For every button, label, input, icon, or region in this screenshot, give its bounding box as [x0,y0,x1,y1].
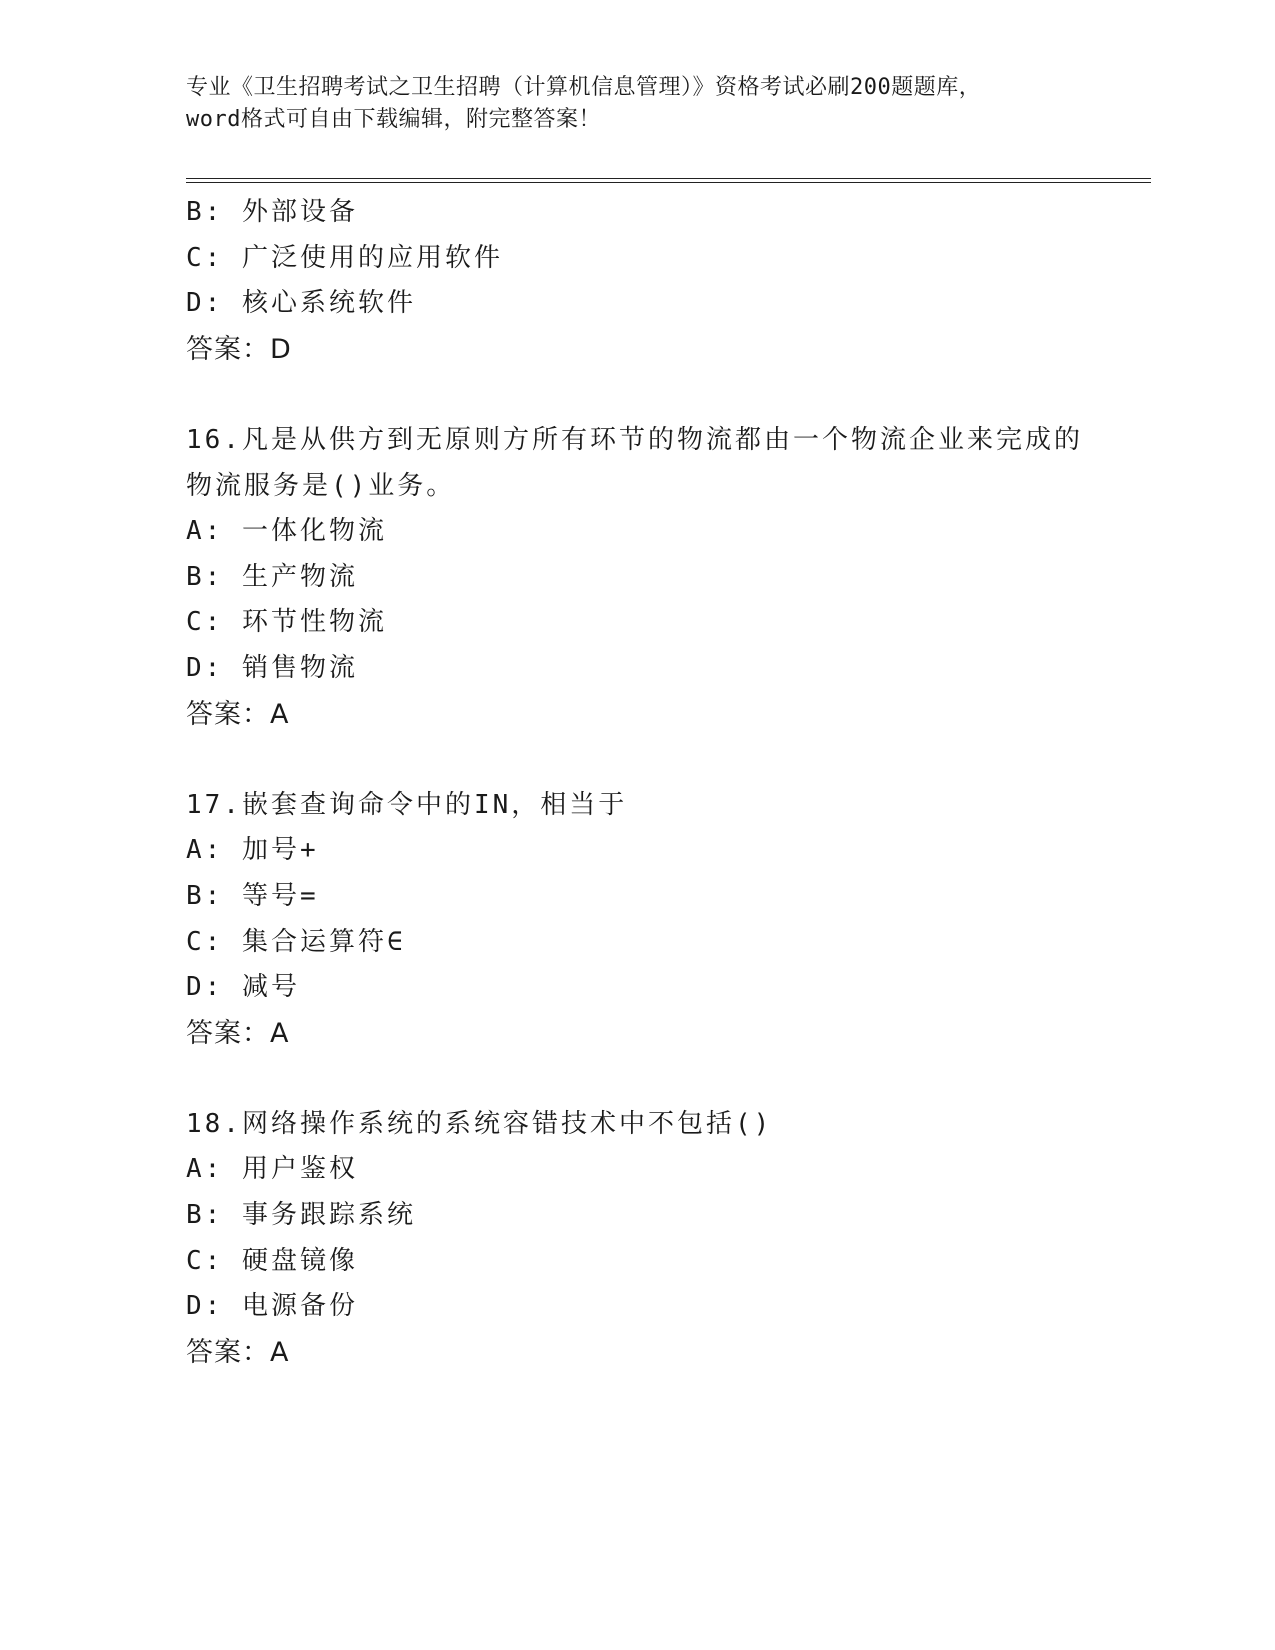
option-b: B: 生产物流 [186,561,358,592]
option-c: C: 环节性物流 [186,607,387,638]
answer-line: 答案：A [186,1336,290,1368]
option-b: B: 外部设备 [186,197,358,227]
option-b: B: 事务跟踪系统 [186,1200,416,1231]
question-fragment [186,190,1086,372]
option-b: B: 等号= [186,880,319,911]
question-stem: 18.网络操作系统的系统容错技术中不包括() [186,1108,773,1139]
question-18 [186,1102,1086,1376]
answer-line: 答案：A [186,698,290,730]
option-c: C: 广泛使用的应用软件 [186,242,503,273]
question-stem-continued: 物流服务是()业务。 [186,470,456,501]
option-a: A: 加号+ [186,835,319,866]
spacer [186,1056,1086,1102]
option-d: D: 销售物流 [186,652,358,683]
option-d: D: 电源备份 [186,1291,358,1322]
answer-line: 答案：A [186,1017,290,1049]
spacer [186,737,1086,783]
option-a: A: 用户鉴权 [186,1154,358,1185]
option-a: A: 一体化物流 [186,516,387,547]
header-line-2: word格式可自由下载编辑，附完整答案！ [186,107,601,132]
question-16 [186,418,1086,737]
document-header [186,72,1086,136]
answer-line: 答案：D [186,333,292,365]
header-divider-bottom [186,182,1151,183]
question-stem: 17.嵌套查询命令中的IN，相当于 [186,789,628,820]
document-body [186,190,1086,1375]
question-stem: 16.凡是从供方到无原则方所有环节的物流都由一个物流企业来完成的 [186,424,1083,455]
question-17 [186,783,1086,1057]
header-line-1: 专业《卫生招聘考试之卫生招聘（计算机信息管理）》资格考试必刷200题题库， [186,75,982,100]
option-d: D: 减号 [186,972,300,1003]
header-divider-top [186,178,1151,179]
option-d: D: 核心系统软件 [186,288,416,319]
spacer [186,372,1086,418]
option-c: C: 集合运算符∈ [186,926,406,957]
option-c: C: 硬盘镜像 [186,1245,358,1276]
